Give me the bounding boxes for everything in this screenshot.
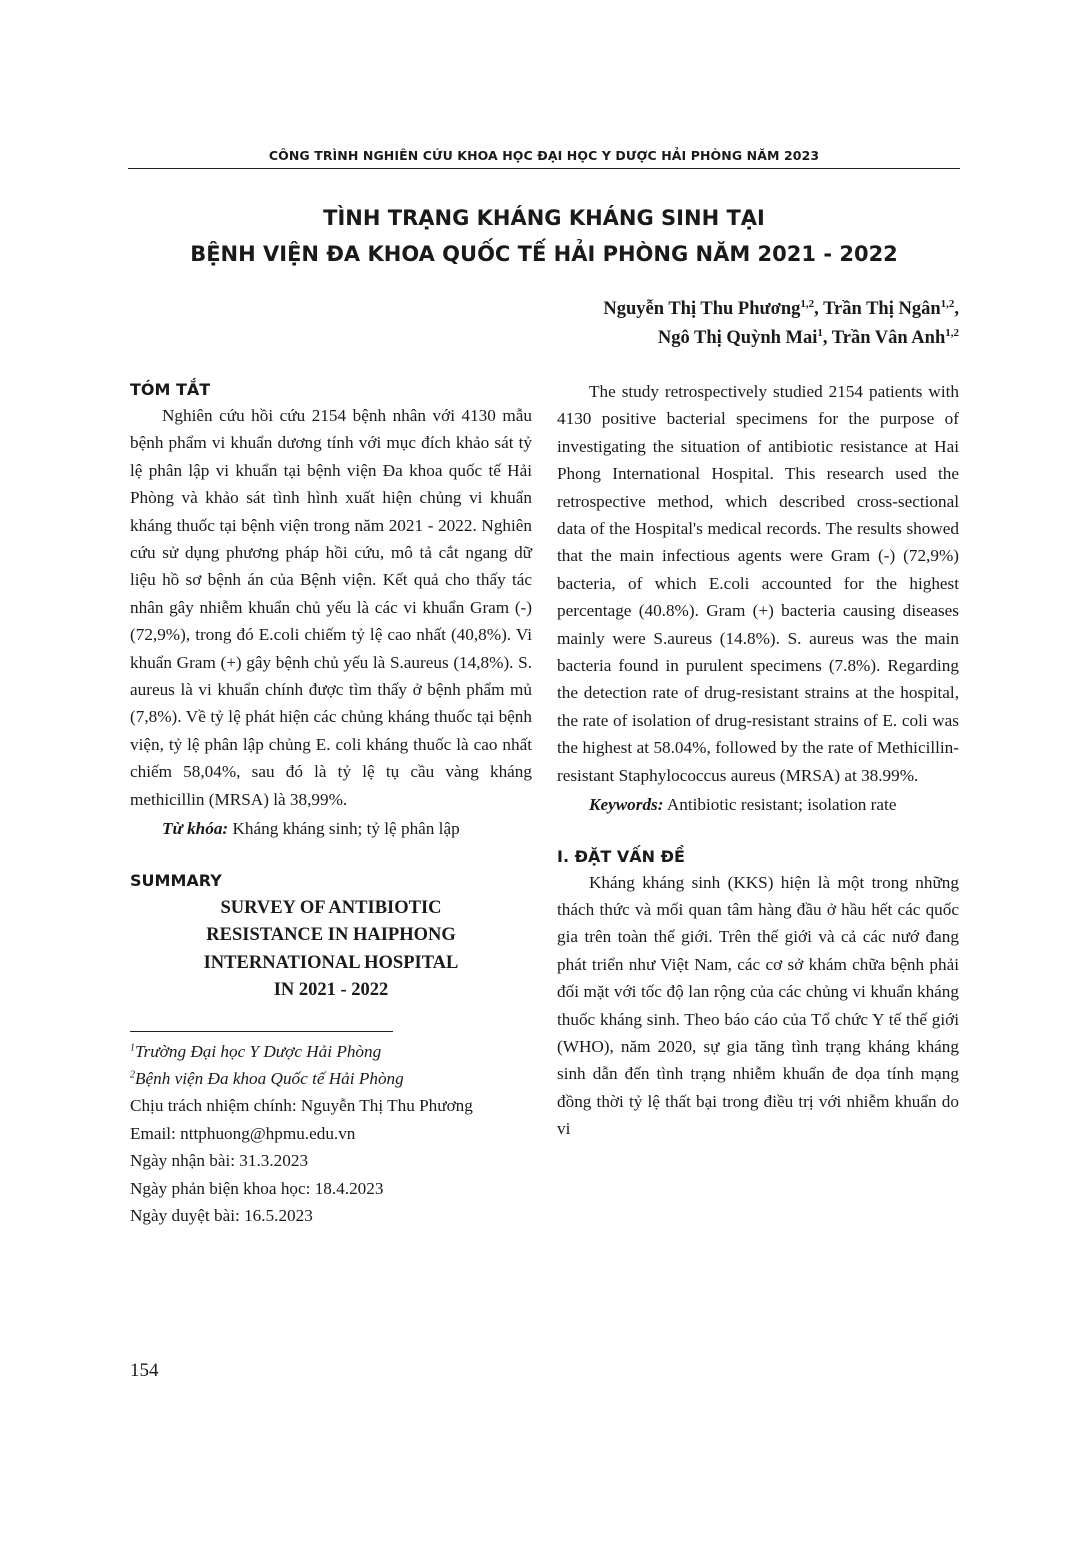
author-list	[603, 295, 959, 353]
approval-date: Ngày duyệt bài: 16.5.2023	[130, 1205, 313, 1225]
summary-title-line: SURVEY OF ANTIBIOTIC	[220, 897, 442, 918]
article-title	[128, 200, 960, 272]
footnotes	[130, 1038, 532, 1230]
keywords-vietnamese	[130, 815, 532, 842]
affiliation-number: 1	[130, 1041, 135, 1053]
author-name: Trần Thị Ngân	[823, 299, 941, 319]
header-rule	[128, 168, 960, 169]
keywords-label: Keywords:	[589, 795, 664, 815]
affiliation-2	[130, 1065, 532, 1092]
keywords-english	[557, 791, 959, 818]
keywords-text: Antibiotic resistant; isolation rate	[666, 795, 897, 815]
summary-title-line: RESISTANCE IN HAIPHONG	[206, 925, 456, 945]
abstract-vietnamese: Nghiên cứu hồi cứu 2154 bệnh nhân với 4130 mẫu bệnh phẩm vi khuẩn dương tính với mục đích khảo sát tỷ lệ phân lập vi khuẩn tại bệnh viện Đa khoa quốc tế Hải Phòng và khảo sát tình hình xuất hiện chủng vi khuẩn kháng thuốc tại bệnh viện trong năm 2021 - 2022. Nghiên cứu sử dụng phương pháp hồi cứu, mô tả cắt ngang dữ liệu hồ sơ bệnh án của Bệnh viện. Kết quả cho thấy tác nhân gây nhiễm khuẩn chủ yếu là các vi khuẩn Gram (-) (72,9%), trong đó E.coli chiếm tỷ lệ cao nhất (40,8%). Vi khuẩn Gram (+) gây bệnh chủ yếu là S.aureus (14,8%). S. aureus là vi khuẩn chính được tìm thấy ở bệnh phẩm mủ (7,8%). Về tỷ lệ phát hiện các chủng kháng thuốc tại bệnh viện, tỷ lệ phân lập chủng E. coli kháng thuốc là cao nhất chiếm 58,04%, sau đó là tỷ lệ tụ cầu vàng kháng methicillin (MRSA) là 38,99%.	[130, 406, 532, 809]
summary-title-line: INTERNATIONAL HOSPITAL	[203, 952, 459, 973]
author-separator: ,	[814, 299, 824, 319]
author-separator: ,	[822, 328, 832, 348]
review-date: Ngày phản biện khoa học: 18.4.2023	[130, 1178, 384, 1198]
author-affiliation: 1,2	[940, 297, 955, 310]
keywords-text: Kháng kháng sinh; tỷ lệ phân lập	[232, 819, 460, 839]
received-date: Ngày nhận bài: 31.3.2023	[130, 1151, 309, 1171]
author-affiliation: 1,2	[800, 297, 815, 310]
author-name: Ngô Thị Quỳnh Mai	[657, 328, 818, 348]
author-name: Nguyễn Thị Thu Phương	[603, 299, 801, 319]
abstract-heading: TÓM TẮT	[130, 380, 211, 399]
summary-heading: SUMMARY	[130, 870, 222, 890]
left-column	[130, 378, 532, 1229]
title-line-2: BỆNH VIỆN ĐA KHOA QUỐC TẾ HẢI PHÒNG NĂM 2021 - 2022	[190, 242, 898, 266]
abstract-english: The study retrospectively studied 2154 patients with 4130 positive bacterial specimens for the purpose of investigating the situation of antibiotic resistance at Hai Phong International Hospital. This research used the retrospective method, which described cross-sectional data of the Hospital's medical records. The results showed that the main infectious agents were Gram (-) (72,9%) bacteria, of which E.coli accounted for the highest percentage (40.8%). Gram (+) bacteria causing diseases mainly were S.aureus (14.8%). S. aureus was the main bacteria found in purulent specimens (7.8%). Regarding the detection rate of drug-resistant strains at the hospital, the rate of isolation of drug-resistant strains of E. coli was the highest at 58.04%, followed by the rate of Methicillin-resistant Staphylococcus aureus (MRSA) at 38.99%.	[557, 382, 959, 785]
footnote-rule	[130, 1031, 393, 1032]
page-number: 154	[130, 1360, 159, 1381]
right-column	[557, 378, 959, 1143]
affiliation-text: Bệnh viện Đa khoa Quốc tế Hải Phòng	[135, 1068, 404, 1088]
summary-title-line: IN 2021 - 2022	[273, 980, 389, 1000]
affiliation-1	[130, 1038, 532, 1065]
keywords-label: Từ khóa:	[162, 819, 229, 839]
author-line-1	[603, 295, 959, 324]
email-line: Email: nttphuong@hpmu.edu.vn	[130, 1123, 356, 1143]
section-heading: I. ĐẶT VẤN ĐỀ	[557, 846, 685, 866]
author-affiliation: 1	[817, 326, 823, 339]
corresponding-author: Chịu trách nhiệm chính: Nguyễn Thị Thu Phương	[130, 1096, 473, 1116]
affiliation-text: Trường Đại học Y Dược Hải Phòng	[135, 1041, 382, 1061]
affiliation-number: 2	[130, 1069, 135, 1081]
author-line-2	[603, 324, 959, 353]
title-line-1: TÌNH TRẠNG KHÁNG KHÁNG SINH TẠI	[323, 206, 765, 230]
summary-title	[130, 895, 532, 1005]
author-affiliation: 1,2	[945, 326, 959, 339]
running-header: CÔNG TRÌNH NGHIÊN CỨU KHOA HỌC ĐẠI HỌC Y DƯỢC HẢI PHÒNG NĂM 2023	[268, 148, 820, 163]
author-separator: ,	[954, 299, 959, 319]
section-body: Kháng kháng sinh (KKS) hiện là một trong những thách thức và mối quan tâm hàng đầu ở hầu hết các quốc gia trên toàn thế giới. Trên thế giới và cả các nướ đang phát triển như Việt Nam, các cơ sở khám chữa bệnh phải đối mặt với tốc độ lan rộng của các chủng vi khuẩn kháng thuốc kháng sinh. Theo báo cáo của Tổ chức Y tế thế giới (WHO), năm 2020, sự gia tăng tình trạng kháng kháng sinh dẫn đến tình trạng nhiễm khuẩn đe dọa tính mạng đồng thời tỷ lệ thất bại trong điều trị với nhiễm khuẩn do vi	[557, 872, 959, 1139]
author-name: Trần Vân Anh	[831, 328, 946, 348]
